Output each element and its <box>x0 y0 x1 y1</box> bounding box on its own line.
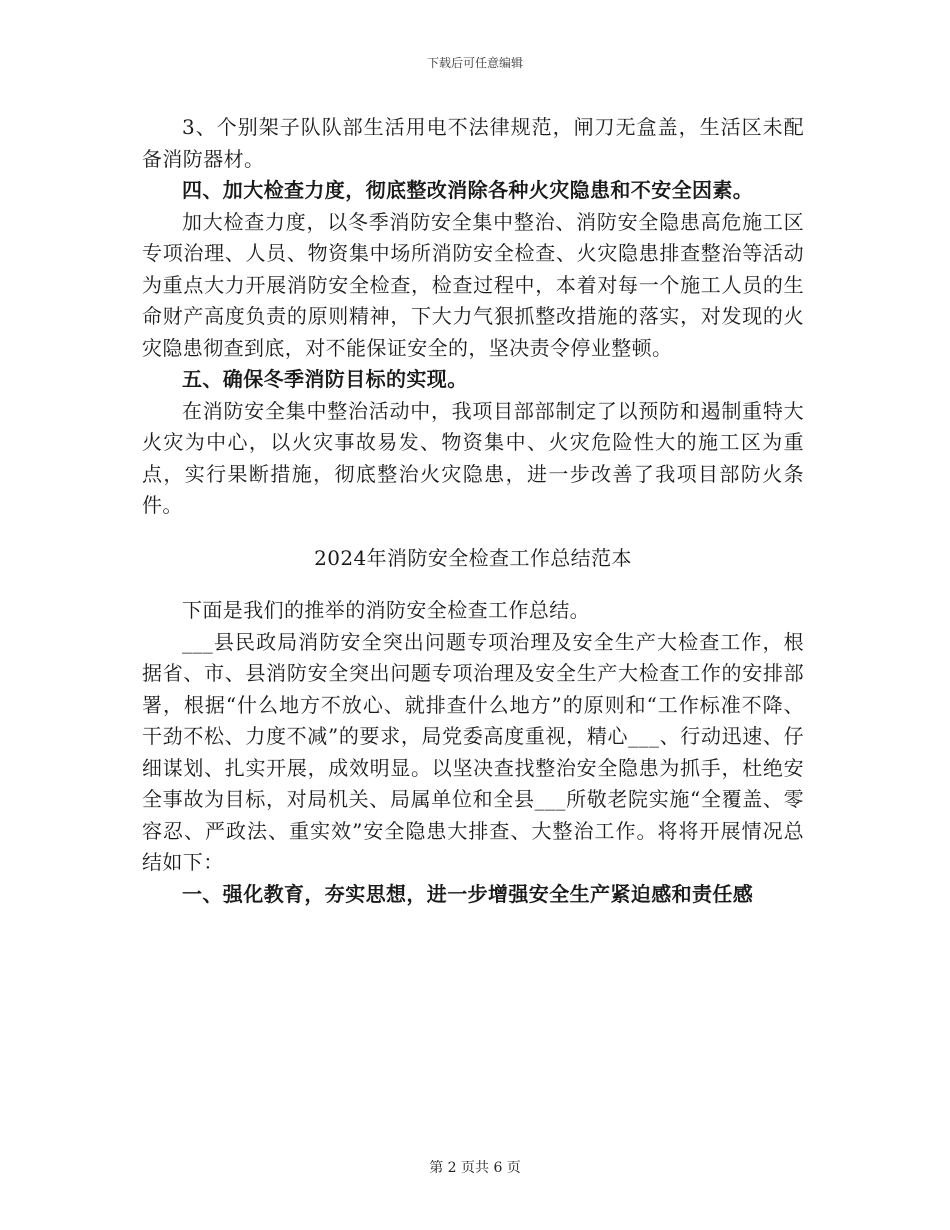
document-title: 2024年消防安全检查工作总结范本 <box>314 545 632 570</box>
section-heading-1: 一、强化教育，夯实思想，进一步增强安全生产紧迫感和责任感 <box>182 881 754 906</box>
section-heading-4: 四、加大检查力度，彻底整改消除各种火灾隐患和不安全因素。 <box>182 178 754 202</box>
paragraph-summary: ___县民政局消防安全突出问题专项治理及安全生产大检查工作，根据省、市、县消防安全突出问题专项治理及安全生产大检查工作的安排部署，根据“什么地方不放心、就排查什么地方”的原则和“工作标准不降、干劲不松、力度不减”的要求，局党委高度重视，精心___、行动迅速、仔细谋划、扎实开展，成效明显。以坚决查找整治安全隐患为抓手，杜绝安全事故为目标，对局机关、局属单位和全县___所敬老院实施“全覆盖、零容忍、严政法、重实效”安全隐患大排查、大整治工作。将将开展情况总结如下： <box>142 629 804 874</box>
page-header: 下载后可任意编辑 <box>426 56 523 70</box>
document-body <box>142 112 804 910</box>
section-heading-5: 五、确保冬季消防目标的实现。 <box>182 367 468 391</box>
paragraph-item-3: 3、个别架子队队部生活用电不法律规范，闸刀无盒盖，生活区未配备消防器材。 <box>142 115 804 171</box>
paragraph-remediation: 在消防安全集中整治活动中，我项目部部制定了以预防和遏制重特大火灾为中心，以火灾事故易发、物资集中、火灾危险性大的施工区为重点，实行果断措施，彻底整治火灾隐患，进一步改善了我项目部防火条件。 <box>142 398 804 517</box>
page-number: 第 2 页共 6 页 <box>429 1160 521 1176</box>
paragraph-inspection: 加大检查力度，以冬季消防安全集中整治、消防安全隐患高危施工区专项治理、人员、物资集中场所消防安全检查、火灾隐患排查整治等活动为重点大力开展消防安全检查，检查过程中，本着对每一个施工人员的生命财产高度负责的原则精神，下大力气狠抓整改措施的落实，对发现的火灾隐患彻查到底，对不能保证安全的，坚决责令停业整顿。 <box>142 209 804 360</box>
paragraph-intro: 下面是我们的推举的消防安全检查工作总结。 <box>182 598 590 622</box>
